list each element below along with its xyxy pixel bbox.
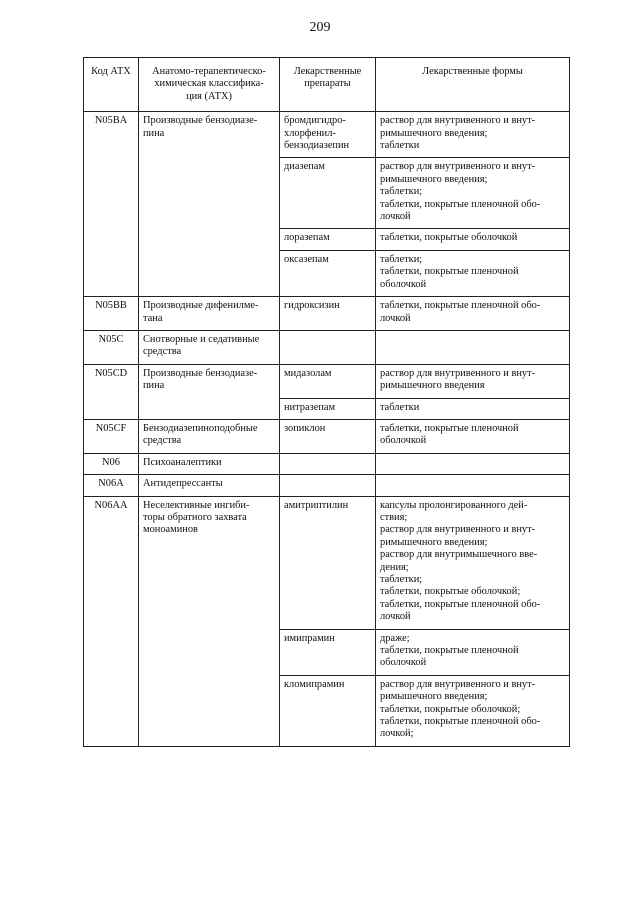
header-line: Лекарственные <box>293 66 362 77</box>
dosage-form-line: таблетки, покрытые оболочкой <box>380 232 518 244</box>
dosage-form-cell <box>376 158 570 229</box>
drug-cell <box>280 419 376 453</box>
drug-cell <box>280 297 376 331</box>
header-line: ция (АТХ) <box>186 90 232 102</box>
header-drugs <box>280 58 376 112</box>
classification-cell <box>139 330 280 364</box>
dosage-form-line: таблетки; <box>380 253 423 265</box>
page-number: 209 <box>309 20 331 35</box>
dosage-form-line: оболочкой <box>380 435 427 447</box>
drug-cell <box>280 330 376 364</box>
atx-code-cell: N05BB <box>84 297 139 331</box>
classification-line: тана <box>143 312 163 324</box>
dosage-form-line: таблетки, покрытые пленочной обо- <box>380 598 541 610</box>
atx-code-cell: N06AA <box>84 496 139 746</box>
drug-line: бензодиазепин <box>284 140 350 152</box>
drug-cell <box>280 229 376 250</box>
drug-cell <box>280 629 376 675</box>
classification-line: Психоаналептики <box>143 456 222 468</box>
classification-line: Производные бензодиазе- <box>143 367 258 379</box>
classification-line: пина <box>143 127 165 139</box>
classification-cell <box>139 475 280 496</box>
dosage-form-cell <box>376 364 570 398</box>
classification-line: моноаминов <box>143 524 198 536</box>
dosage-form-line: лочкой; <box>380 728 414 740</box>
dosage-form-line: римышечного введения; <box>380 691 488 703</box>
classification-line: средства <box>143 435 182 447</box>
drug-cell <box>280 675 376 746</box>
table-row <box>84 496 570 629</box>
classification-cell <box>139 453 280 474</box>
header-forms <box>376 58 570 112</box>
header-classification <box>139 58 280 112</box>
drug-cell <box>280 496 376 629</box>
dosage-form-line: раствор для внутривенного и внут- <box>380 161 536 173</box>
dosage-form-line: таблетки, покрытые пленочной <box>380 422 519 434</box>
dosage-form-cell <box>376 112 570 158</box>
table-row <box>84 297 570 331</box>
classification-line: торы обратного захвата <box>143 511 247 523</box>
dosage-form-line: лочкой <box>380 611 411 623</box>
drug-line: хлорфенил- <box>284 127 336 139</box>
dosage-form-cell <box>376 675 570 746</box>
drug-line: мидазолам <box>284 367 332 379</box>
dosage-form-line: раствор для внутривенного и внут- <box>380 524 536 536</box>
classification-cell <box>139 364 280 419</box>
atx-code-cell: N06 <box>84 453 139 474</box>
drug-cell <box>280 112 376 158</box>
dosage-form-line: римышечного введения; <box>380 536 488 548</box>
drug-line: зопиклон <box>284 422 326 434</box>
table-body <box>84 112 570 747</box>
dosage-form-line: таблетки; <box>380 186 423 198</box>
table-row <box>84 419 570 453</box>
dosage-form-line: таблетки <box>380 401 420 413</box>
dosage-form-line: таблетки, покрытые пленочной <box>380 645 519 657</box>
dosage-form-line: таблетки, покрытые оболочкой; <box>380 703 521 715</box>
classification-cell <box>139 419 280 453</box>
atx-code-cell: N05CF <box>84 419 139 453</box>
drug-line: амитриптилин <box>284 499 349 511</box>
classification-line: Снотворные и седативные <box>143 333 260 345</box>
dosage-form-line: таблетки, покрытые пленочной обо- <box>380 300 541 312</box>
dosage-form-cell <box>376 229 570 250</box>
classification-line: Неселективные ингиби- <box>143 499 250 511</box>
dosage-form-line: ствия; <box>380 511 408 523</box>
header-line: препараты <box>304 78 351 90</box>
atx-code-cell: N06A <box>84 475 139 496</box>
classification-line: Бензодиазепиноподобные <box>143 422 258 434</box>
dosage-form-line: таблетки, покрытые пленочной <box>380 266 519 278</box>
drug-line: нитразепам <box>284 401 336 413</box>
classification-line: пина <box>143 380 165 392</box>
dosage-form-cell <box>376 453 570 474</box>
dosage-form-line: раствор для внутривенного и внут- <box>380 678 536 690</box>
dosage-form-line: раствор для внутривенного и внут- <box>380 367 536 379</box>
dosage-form-line: римышечного введения <box>380 380 485 392</box>
dosage-form-line: лочкой <box>380 312 411 324</box>
dosage-form-cell <box>376 330 570 364</box>
table-header-row <box>84 58 570 112</box>
dosage-form-line: таблетки, покрытые оболочкой; <box>380 586 521 598</box>
drug-line: имипрамин <box>284 632 335 644</box>
classification-line: Антидепрессанты <box>143 478 223 490</box>
drug-line: гидроксизин <box>284 300 340 312</box>
dosage-form-line: таблетки, покрытые пленочной обо- <box>380 198 541 210</box>
table-row <box>84 112 570 158</box>
drug-cell <box>280 475 376 496</box>
classification-line: Производные бензодиазе- <box>143 115 258 127</box>
drug-cell <box>280 398 376 419</box>
classification-cell <box>139 297 280 331</box>
table-row <box>84 453 570 474</box>
dosage-form-line: таблетки <box>380 140 420 152</box>
table-row <box>84 364 570 398</box>
classification-line: средства <box>143 346 182 358</box>
header-line: Анатомо-терапевтическо- <box>152 66 266 77</box>
drug-cell <box>280 158 376 229</box>
dosage-form-line: лочкой <box>380 211 411 223</box>
atx-code-cell: N05C <box>84 330 139 364</box>
drug-line: кломипрамин <box>284 678 345 690</box>
atx-code-cell: N05CD <box>84 364 139 419</box>
dosage-form-line: оболочкой <box>380 657 427 669</box>
dosage-form-line: дения; <box>380 561 409 573</box>
classification-cell <box>139 112 280 297</box>
dosage-form-line: оболочкой <box>380 278 427 290</box>
dosage-form-line: таблетки, покрытые пленочной обо- <box>380 716 541 728</box>
dosage-form-line: капсулы пролонгированного дей- <box>380 499 528 511</box>
header-line: химическая классифика- <box>154 78 264 90</box>
dosage-form-line: римышечного введения; <box>380 173 488 185</box>
dosage-form-cell <box>376 475 570 496</box>
header-line: Лекарственные формы <box>422 66 523 77</box>
atx-table <box>83 57 570 747</box>
classification-cell <box>139 496 280 746</box>
drug-cell <box>280 364 376 398</box>
dosage-form-cell <box>376 297 570 331</box>
drug-cell <box>280 453 376 474</box>
header-line: Код АТХ <box>91 66 131 77</box>
dosage-form-line: драже; <box>380 632 410 644</box>
drug-line: лоразепам <box>284 232 330 244</box>
dosage-form-line: раствор для внутривенного и внут- <box>380 115 536 127</box>
dosage-form-cell <box>376 398 570 419</box>
dosage-form-cell <box>376 419 570 453</box>
dosage-form-line: таблетки; <box>380 574 423 585</box>
drug-line: оксазепам <box>284 253 329 265</box>
dosage-form-line: римышечного введения; <box>380 127 488 139</box>
drug-line: бромдигидро- <box>284 115 346 127</box>
table-row <box>84 475 570 496</box>
dosage-form-cell <box>376 250 570 296</box>
dosage-form-line: раствор для внутримышечного вве- <box>380 549 538 561</box>
dosage-form-cell <box>376 629 570 675</box>
atx-code-cell: N05BA <box>84 112 139 297</box>
table-row <box>84 330 570 364</box>
header-code <box>84 58 139 112</box>
drug-cell <box>280 250 376 296</box>
classification-line: Производные дифенилме- <box>143 300 259 312</box>
dosage-form-cell <box>376 496 570 629</box>
drug-line: диазепам <box>284 161 325 173</box>
